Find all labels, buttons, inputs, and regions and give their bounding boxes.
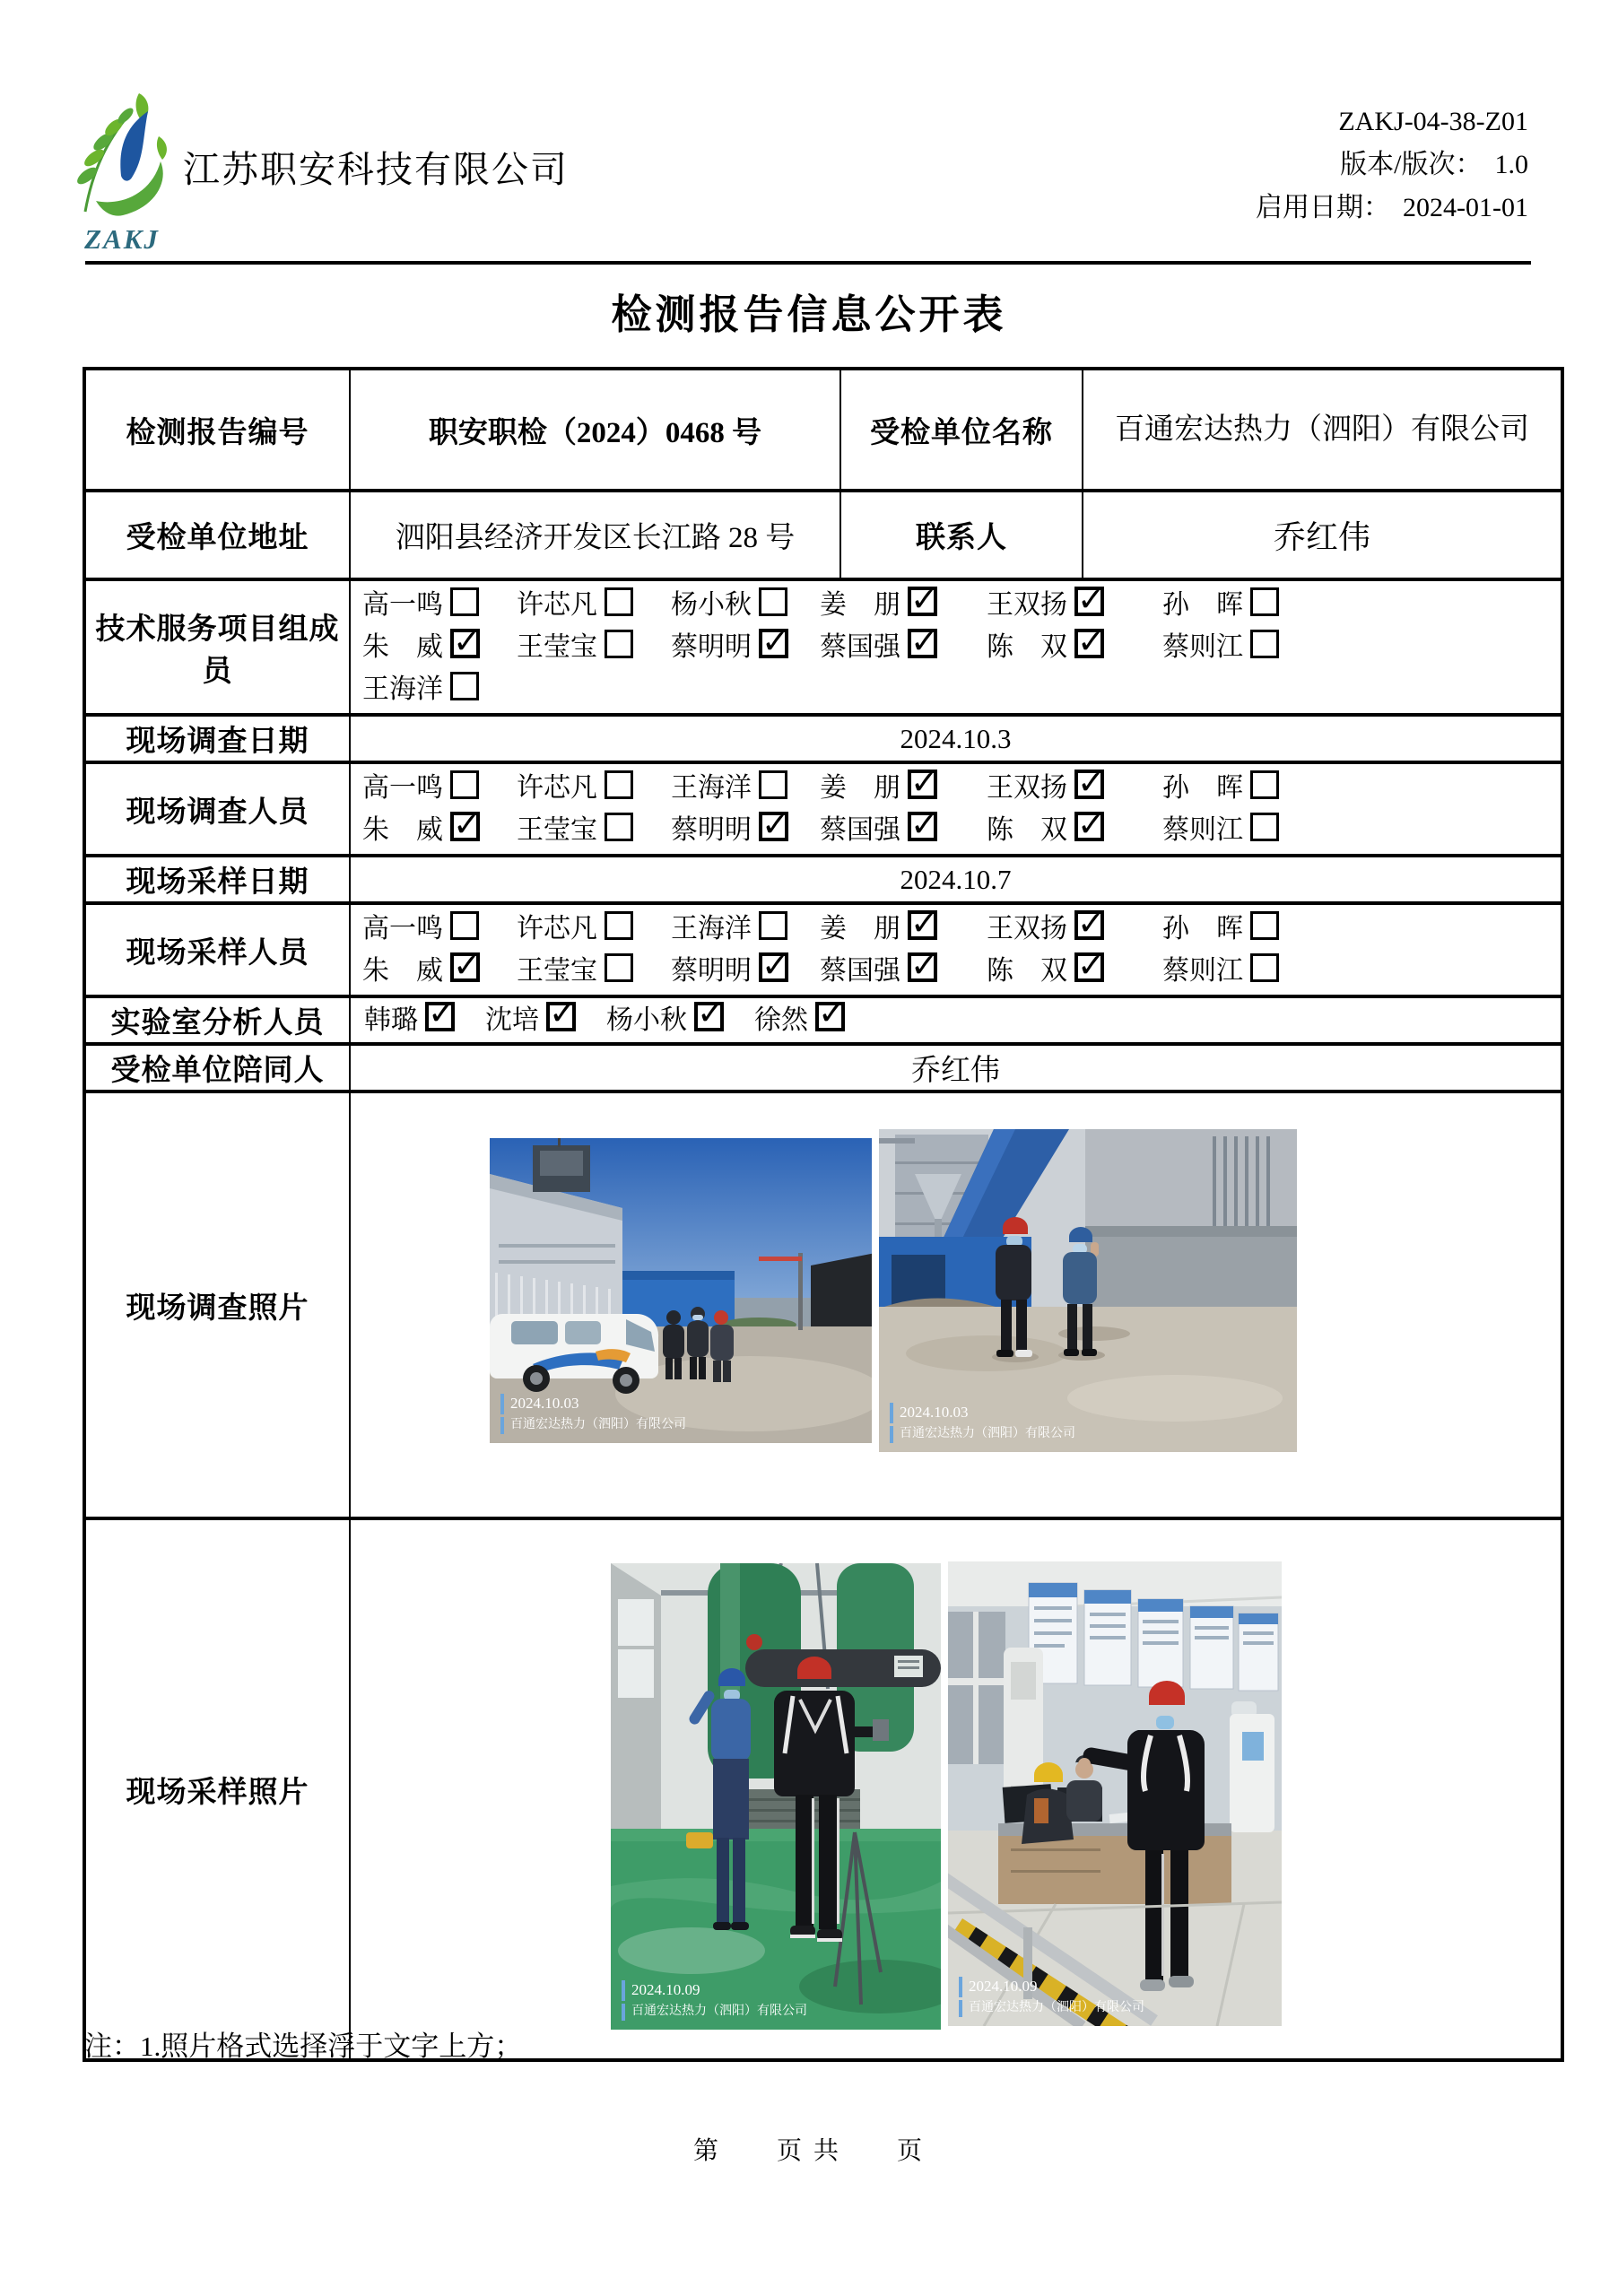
staff-member [671,626,820,668]
staff-name: 高一鸣 [362,590,443,620]
watermark-company: 百通宏达热力（泗阳）有限公司 [959,2000,1144,2017]
leaf-logo-icon [65,86,178,221]
checkbox [815,1002,845,1031]
staff-name: 王海洋 [671,773,752,803]
watermark-company: 百通宏达热力（泗阳）有限公司 [622,2004,807,2021]
staff-member [485,1001,576,1040]
staff-member [1162,908,1554,950]
survey-staff-label: 现场调查人员 [84,762,350,856]
staff-member [517,626,671,668]
staff-name: 王莹宝 [517,632,597,662]
checkbox [1074,770,1104,799]
sampling-photos-label: 现场采样照片 [84,1518,350,2060]
watermark-date: 2024.10.09 [622,1980,807,2001]
staff-member [987,950,1162,992]
survey-photos-cell [350,1091,1562,1518]
report-no-label: 检测报告编号 [84,369,350,491]
logo-wordmark: ZAKJ [84,223,160,255]
staff-member [362,767,517,809]
staff-member [1162,950,1554,992]
checkbox [1250,587,1279,616]
staff-name: 孙 晖 [1162,914,1243,944]
staff-name: 王双扬 [987,914,1067,944]
staff-name: 蔡国强 [820,632,900,662]
checkbox [1074,910,1104,940]
staff-member [671,908,820,950]
staff-member [364,1001,455,1040]
staff-member [517,950,671,992]
watermark-date: 2024.10.03 [500,1394,686,1414]
staff-name: 王海洋 [671,914,752,944]
checkbox [450,770,479,799]
unit-name-value: 百通宏达热力（泗阳）有限公司 [1083,369,1562,491]
watermark-company: 百通宏达热力（泗阳）有限公司 [890,1426,1075,1443]
doc-date-line [1256,187,1528,230]
staff-name: 许芯凡 [517,773,597,803]
watermark-date: 2024.10.03 [890,1403,1075,1423]
staff-name: 高一鸣 [362,773,443,803]
staff-member [362,626,517,668]
staff-name: 王莹宝 [517,815,597,845]
checkbox [450,672,479,700]
staff-member [671,950,820,992]
checkbox [425,1002,455,1031]
staff-member [362,950,517,992]
survey-photo-left [490,1138,875,1443]
checkbox [694,1002,724,1031]
checkbox [759,629,788,658]
checkbox [1250,911,1279,940]
survey-staff-members [352,765,1560,853]
sampling-photo-left [611,1563,941,2030]
staff-name: 孙 晖 [1162,773,1243,803]
staff-name: 蔡则江 [1162,956,1243,986]
company-name: 江苏职安科技有限公司 [183,149,569,190]
staff-member [1162,584,1554,626]
checkbox [450,911,479,940]
staff-name: 朱 威 [362,815,443,845]
staff-name: 蔡国强 [820,815,900,845]
staff-member [1162,767,1554,809]
photo-watermark [959,1977,1144,2017]
report-no-value: 职安职检（2024）0468 号 [350,369,840,491]
page-title: 检测报告信息公开表 [611,291,1007,337]
staff-name: 陈 双 [987,632,1067,662]
sampling-photo-right [948,1561,1282,2026]
tech-team-cell [350,579,1562,715]
staff-member [362,908,517,950]
checkbox [1250,630,1279,658]
staff-member [820,950,987,992]
checkbox [759,770,787,799]
checkbox [450,952,480,982]
staff-member [820,584,987,626]
staff-member [820,809,987,851]
checkbox [908,629,937,658]
watermark-date: 2024.10.09 [959,1977,1144,1997]
sampling-staff-members [352,906,1560,994]
checkbox [1250,953,1279,982]
checkbox [1074,812,1104,841]
staff-member [820,908,987,950]
unit-name-label: 受检单位名称 [840,369,1083,491]
staff-member [820,626,987,668]
version-label: 版本/版次： [1340,150,1483,179]
survey-staff-cell [350,762,1562,856]
staff-name: 王莹宝 [517,956,597,986]
sampling-staff-label: 现场采样人员 [84,903,350,996]
unit-address-value: 泗阳县经济开发区长江路 28 号 [350,491,840,579]
enable-date-value: 2024-01-01 [1403,193,1528,222]
staff-name: 杨小秋 [671,590,752,620]
checkbox [605,770,633,799]
checkbox [450,629,480,658]
contact-label: 联系人 [840,491,1083,579]
photo-watermark [622,1980,807,2021]
staff-name: 蔡国强 [820,956,900,986]
checkbox [450,587,479,616]
staff-member [362,668,517,710]
sampling-date-label: 现场采样日期 [84,856,350,903]
enable-date-label: 启用日期： [1256,193,1391,222]
watermark-company: 百通宏达热力（泗阳）有限公司 [500,1417,686,1434]
tech-team-members [352,582,1560,712]
staff-name: 朱 威 [362,632,443,662]
checkbox [759,911,787,940]
checkbox [1074,952,1104,982]
tech-team-label: 技术服务项目组成员 [84,579,350,715]
staff-name: 许芯凡 [517,590,597,620]
checkbox [759,812,788,841]
contact-value: 乔红伟 [1083,491,1562,579]
checkbox [605,953,633,982]
sampling-date-value: 2024.10.7 [350,856,1562,903]
doc-version-line [1256,144,1528,187]
document-meta [1256,100,1528,230]
unit-address-label: 受检单位地址 [84,491,350,579]
staff-member [1162,809,1554,851]
version-value: 1.0 [1494,150,1528,179]
staff-name: 王双扬 [987,590,1067,620]
checkbox [908,770,937,799]
staff-name: 蔡明明 [671,815,752,845]
checkbox [546,1002,576,1031]
staff-member [987,584,1162,626]
lab-staff-label: 实验室分析人员 [84,996,350,1044]
staff-member [362,584,517,626]
survey-photos-label: 现场调查照片 [84,1091,350,1518]
survey-date-label: 现场调查日期 [84,715,350,762]
checkbox [450,812,480,841]
photo-watermark [500,1394,686,1434]
accompany-value: 乔红伟 [350,1044,1562,1091]
staff-member [754,1001,845,1040]
checkbox [908,952,937,982]
staff-name: 陈 双 [987,956,1067,986]
staff-name: 孙 晖 [1162,590,1243,620]
report-info-table [83,367,1564,2062]
staff-name: 姜 朋 [820,773,900,803]
header-divider [85,261,1531,265]
survey-date-value: 2024.10.3 [350,715,1562,762]
staff-name: 许芯凡 [517,914,597,944]
staff-name: 朱 威 [362,956,443,986]
checkbox [759,587,787,616]
staff-member [517,584,671,626]
staff-member [987,809,1162,851]
staff-name: 姜 朋 [820,914,900,944]
staff-name: 徐然 [754,1004,808,1035]
staff-name: 沈培 [485,1004,539,1035]
checkbox [605,911,633,940]
sampling-staff-cell [350,903,1562,996]
photo-graphic [611,1563,941,2030]
photo-graphic [948,1561,1282,2026]
page-number-line: 第 页 共 页 [692,2137,925,2165]
staff-member [820,767,987,809]
staff-member [987,626,1162,668]
checkbox [759,952,788,982]
staff-member [606,1001,724,1040]
staff-name: 王海洋 [362,674,443,704]
checkbox [605,587,633,616]
staff-member [362,809,517,851]
staff-name: 王双扬 [987,773,1067,803]
staff-name: 姜 朋 [820,590,900,620]
sampling-photos-cell [350,1518,1562,2060]
staff-member [671,584,820,626]
staff-name: 杨小秋 [606,1004,687,1035]
staff-name: 蔡则江 [1162,815,1243,845]
accompany-label: 受检单位陪同人 [84,1044,350,1091]
staff-name: 陈 双 [987,815,1067,845]
staff-member [987,908,1162,950]
checkbox [908,812,937,841]
checkbox [1250,813,1279,841]
staff-name: 韩璐 [364,1004,418,1035]
company-logo [63,86,181,256]
staff-name: 高一鸣 [362,914,443,944]
staff-member [517,908,671,950]
lab-staff-cell [350,996,1562,1044]
checkbox [908,910,937,940]
checkbox [1074,629,1104,658]
survey-photo-right [879,1129,1297,1452]
doc-code: ZAKJ-04-38-Z01 [1338,107,1528,136]
photo-watermark [890,1403,1075,1443]
staff-member [671,809,820,851]
staff-member [671,767,820,809]
staff-name: 蔡则江 [1162,632,1243,662]
lab-staff-members [352,1001,1560,1040]
staff-member [517,809,671,851]
checkbox [1250,770,1279,799]
staff-name: 蔡明明 [671,956,752,986]
checkbox [605,813,633,841]
checkbox [908,587,937,616]
staff-member [1162,626,1554,668]
checkbox [1074,587,1104,616]
footnote: 注：1.照片格式选择浮于文字上方； [84,2031,523,2062]
staff-member [987,767,1162,809]
staff-member [517,767,671,809]
staff-name: 蔡明明 [671,632,752,662]
checkbox [605,630,633,658]
